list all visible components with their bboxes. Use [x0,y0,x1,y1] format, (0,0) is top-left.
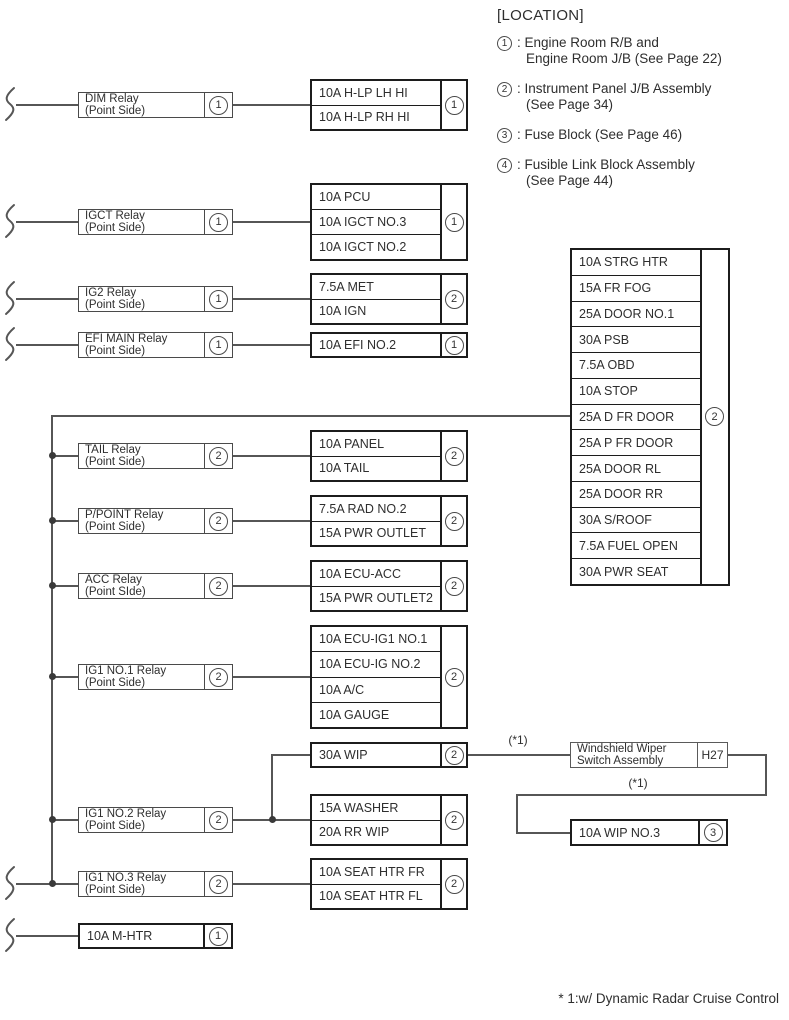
location-badge: 1 [209,96,228,115]
wire [516,794,518,834]
location-legend [497,7,789,203]
fuse-row: 10A STRG HTR [572,250,700,276]
wire [16,221,78,223]
fuse-group-efi [310,332,468,358]
location-2-badge: 2 [497,82,512,97]
junction-dot [49,517,56,524]
fuse-group-washer [310,794,468,846]
location-badge: 2 [209,811,228,830]
fuse-row: 10A H-LP RH HI [319,110,410,125]
relay-label: IG1 NO.2 Relay (Point Side) [85,808,167,832]
wire-bus [51,415,53,884]
fuse-m-htr [78,923,233,949]
fuse-row: 10A TAIL [319,461,370,476]
wire [728,754,767,756]
junction-dot [49,880,56,887]
fuse-row: 25A DOOR NO.1 [572,302,700,328]
fuse-row: 10A ECU-ACC [312,562,440,587]
relay-ig1-no1 [78,664,233,690]
fuse-location-cell [440,562,466,610]
wire [517,794,767,796]
wire [16,104,78,106]
relay-location-cell [204,808,232,832]
location-badge: 2 [445,577,464,596]
fuse-row: 25A DOOR RR [572,482,700,508]
location-badge: 2 [209,577,228,596]
relay-location-cell [204,210,232,234]
relay-igct [78,209,233,235]
location-badge: 2 [445,668,464,687]
wire [16,883,78,885]
fuse-row: 30A PSB [572,327,700,353]
fuse-row: 10A EFI NO.2 [319,338,397,352]
relay-label: IGCT Relay (Point Side) [85,210,146,234]
junction-dot [49,582,56,589]
fuse-location-cell [440,185,466,259]
wire [233,104,310,106]
fuse-row: 20A RR WIP [319,825,390,840]
relay-location-cell [204,574,232,598]
wire-bus-top [51,415,570,417]
legend-title: [LOCATION] [497,7,584,24]
fuse-row: 25A DOOR RL [572,456,700,482]
relay-label: ACC Relay (Point SIde) [85,574,146,598]
relay-location-cell [204,444,232,468]
wire [233,344,310,346]
relay-ig1-no3 [78,871,233,897]
fuse-location-cell [700,250,728,584]
fuse-row: 15A WASHER [312,796,440,821]
location-4-badge: 4 [497,158,512,173]
fuse-row: 7.5A FUEL OPEN [572,533,700,559]
wire [233,455,310,457]
location-badge: 2 [209,512,228,531]
fuse-row: 15A PWR OUTLET [319,526,426,541]
fuse-row: 30A S/ROOF [572,508,700,534]
relay-ppoint [78,508,233,534]
relay-location-cell [204,665,232,689]
fuse-group-acc [310,560,468,612]
fuse-row: 30A WIP [319,748,368,762]
wire [233,520,310,522]
junction-dot [49,452,56,459]
location-badge: 2 [705,407,724,426]
location-badge: 1 [209,927,228,946]
fuse-row: 10A IGCT NO.3 [312,210,440,235]
fuse-row: 25A P FR DOOR [572,430,700,456]
connector-id: H27 [697,743,727,767]
fuse-location-cell [440,81,466,129]
fuse-row: 7.5A RAD NO.2 [312,497,440,522]
fuse-row: 10A IGN [319,304,367,319]
connector-label: Windshield Wiper Switch Assembly [577,743,667,767]
fuse-group-tail [310,430,468,482]
relay-dim [78,92,233,118]
relay-efi-main [78,332,233,358]
location-badge: 1 [445,96,464,115]
fuse-location-cell [440,497,466,545]
location-badge: 2 [445,875,464,894]
relay-ig1-no2 [78,807,233,833]
location-badge: 1 [209,213,228,232]
fuse-group-ppoint [310,495,468,547]
wire [16,298,78,300]
fuse-group-seat-htr [310,858,468,910]
fuse-row: 7.5A MET [312,275,440,300]
fuse-row: 10A ECU-IG1 NO.1 [312,627,440,652]
relay-label: P/POINT Relay (Point Side) [85,509,164,533]
fuse-location-cell [440,796,466,844]
legend-item-4 [497,157,789,189]
relay-label: DIM Relay (Point Side) [85,93,146,117]
location-badge: 2 [209,447,228,466]
legend-item-3 [497,127,789,143]
fuse-row: 10A SEAT HTR FL [319,889,423,904]
location-badge: 2 [445,447,464,466]
relay-label: IG1 NO.3 Relay (Point Side) [85,872,167,896]
fuse-row: 10A GAUGE [319,707,390,722]
legend-item-1 [497,35,789,67]
note-marker: (*1) [508,733,528,747]
location-badge: 2 [445,746,464,765]
wire [233,585,310,587]
wire [468,754,570,756]
wire [16,935,78,937]
fuse-row: 25A D FR DOOR [572,405,700,431]
fuse-location-cell [203,925,231,947]
fuse-group-headlamp [310,79,468,131]
relay-label: EFI MAIN Relay (Point Side) [85,333,168,357]
relay-tail [78,443,233,469]
relay-ig2 [78,286,233,312]
wire [233,676,310,678]
legend-item-text: : Instrument Panel J/B Assembly (See Page 34) [517,81,712,112]
location-badge: 2 [445,290,464,309]
wiper-switch-assembly-box [570,742,728,768]
wire [271,754,273,820]
location-badge: 1 [209,290,228,309]
relay-location-cell [204,93,232,117]
fuse-wip-no3 [570,819,728,846]
junction-dot [269,816,276,823]
location-badge: 1 [209,336,228,355]
fuse-row: 10A SEAT HTR FR [312,860,440,885]
relay-label: TAIL Relay (Point Side) [85,444,146,468]
relay-location-cell [204,872,232,896]
legend-item-text: : Engine Room R/B and Engine Room J/B (See Page 22) [517,35,722,66]
fuse-group-ig2 [310,273,468,325]
fuse-location-cell [440,275,466,323]
relay-acc [78,573,233,599]
wire [233,883,310,885]
wire [765,754,767,796]
fuse-group-wip [310,742,468,768]
fuse-row: 10A M-HTR [87,929,153,943]
fuse-row: 10A ECU-IG NO.2 [312,652,440,677]
relay-location-cell [204,287,232,311]
wire [517,832,570,834]
junction-dot [49,816,56,823]
fuse-row: 30A PWR SEAT [579,564,669,579]
wire [233,298,310,300]
relay-location-cell [204,333,232,357]
fuse-row: 10A PANEL [312,432,440,457]
location-badge: 2 [209,875,228,894]
relay-location-cell [204,509,232,533]
wire [233,221,310,223]
fuse-location-cell [440,860,466,908]
location-badge: 2 [445,512,464,531]
fuse-group-ig1-no1 [310,625,468,729]
fuse-row: 10A STOP [572,379,700,405]
fuse-row: 10A WIP NO.3 [579,825,661,840]
wire [272,754,310,756]
fuse-location-cell [698,821,726,844]
location-3-badge: 3 [497,128,512,143]
fuse-location-cell [440,432,466,480]
fuse-location-cell [440,334,466,356]
location-1-badge: 1 [497,36,512,51]
wire [16,344,78,346]
fuse-location-cell [440,627,466,727]
main-fuse-box [570,248,730,586]
fuse-row: 10A H-LP LH HI [312,81,440,106]
note-marker: (*1) [628,776,648,790]
fuse-row: 15A PWR OUTLET2 [319,591,433,606]
legend-item-2 [497,81,789,113]
fuse-row: 10A PCU [312,185,440,210]
relay-label: IG2 Relay (Point Side) [85,287,146,311]
fuse-row: 15A FR FOG [572,276,700,302]
location-badge: 3 [704,823,723,842]
fuse-group-igct [310,183,468,261]
location-badge: 2 [209,668,228,687]
fuse-row: 10A A/C [312,678,440,703]
fuse-row: 7.5A OBD [572,353,700,379]
fuse-location-cell [440,744,466,766]
legend-item-text: : Fusible Link Block Assembly (See Page 44) [517,157,695,188]
location-badge: 2 [445,811,464,830]
location-badge: 1 [445,336,464,355]
footnote: * 1:w/ Dynamic Radar Cruise Control [558,991,779,1006]
legend-item-text: : Fuse Block (See Page 46) [517,127,683,142]
location-badge: 1 [445,213,464,232]
fuse-row: 10A IGCT NO.2 [319,240,407,254]
relay-label: IG1 NO.1 Relay (Point Side) [85,665,167,689]
junction-dot [49,673,56,680]
